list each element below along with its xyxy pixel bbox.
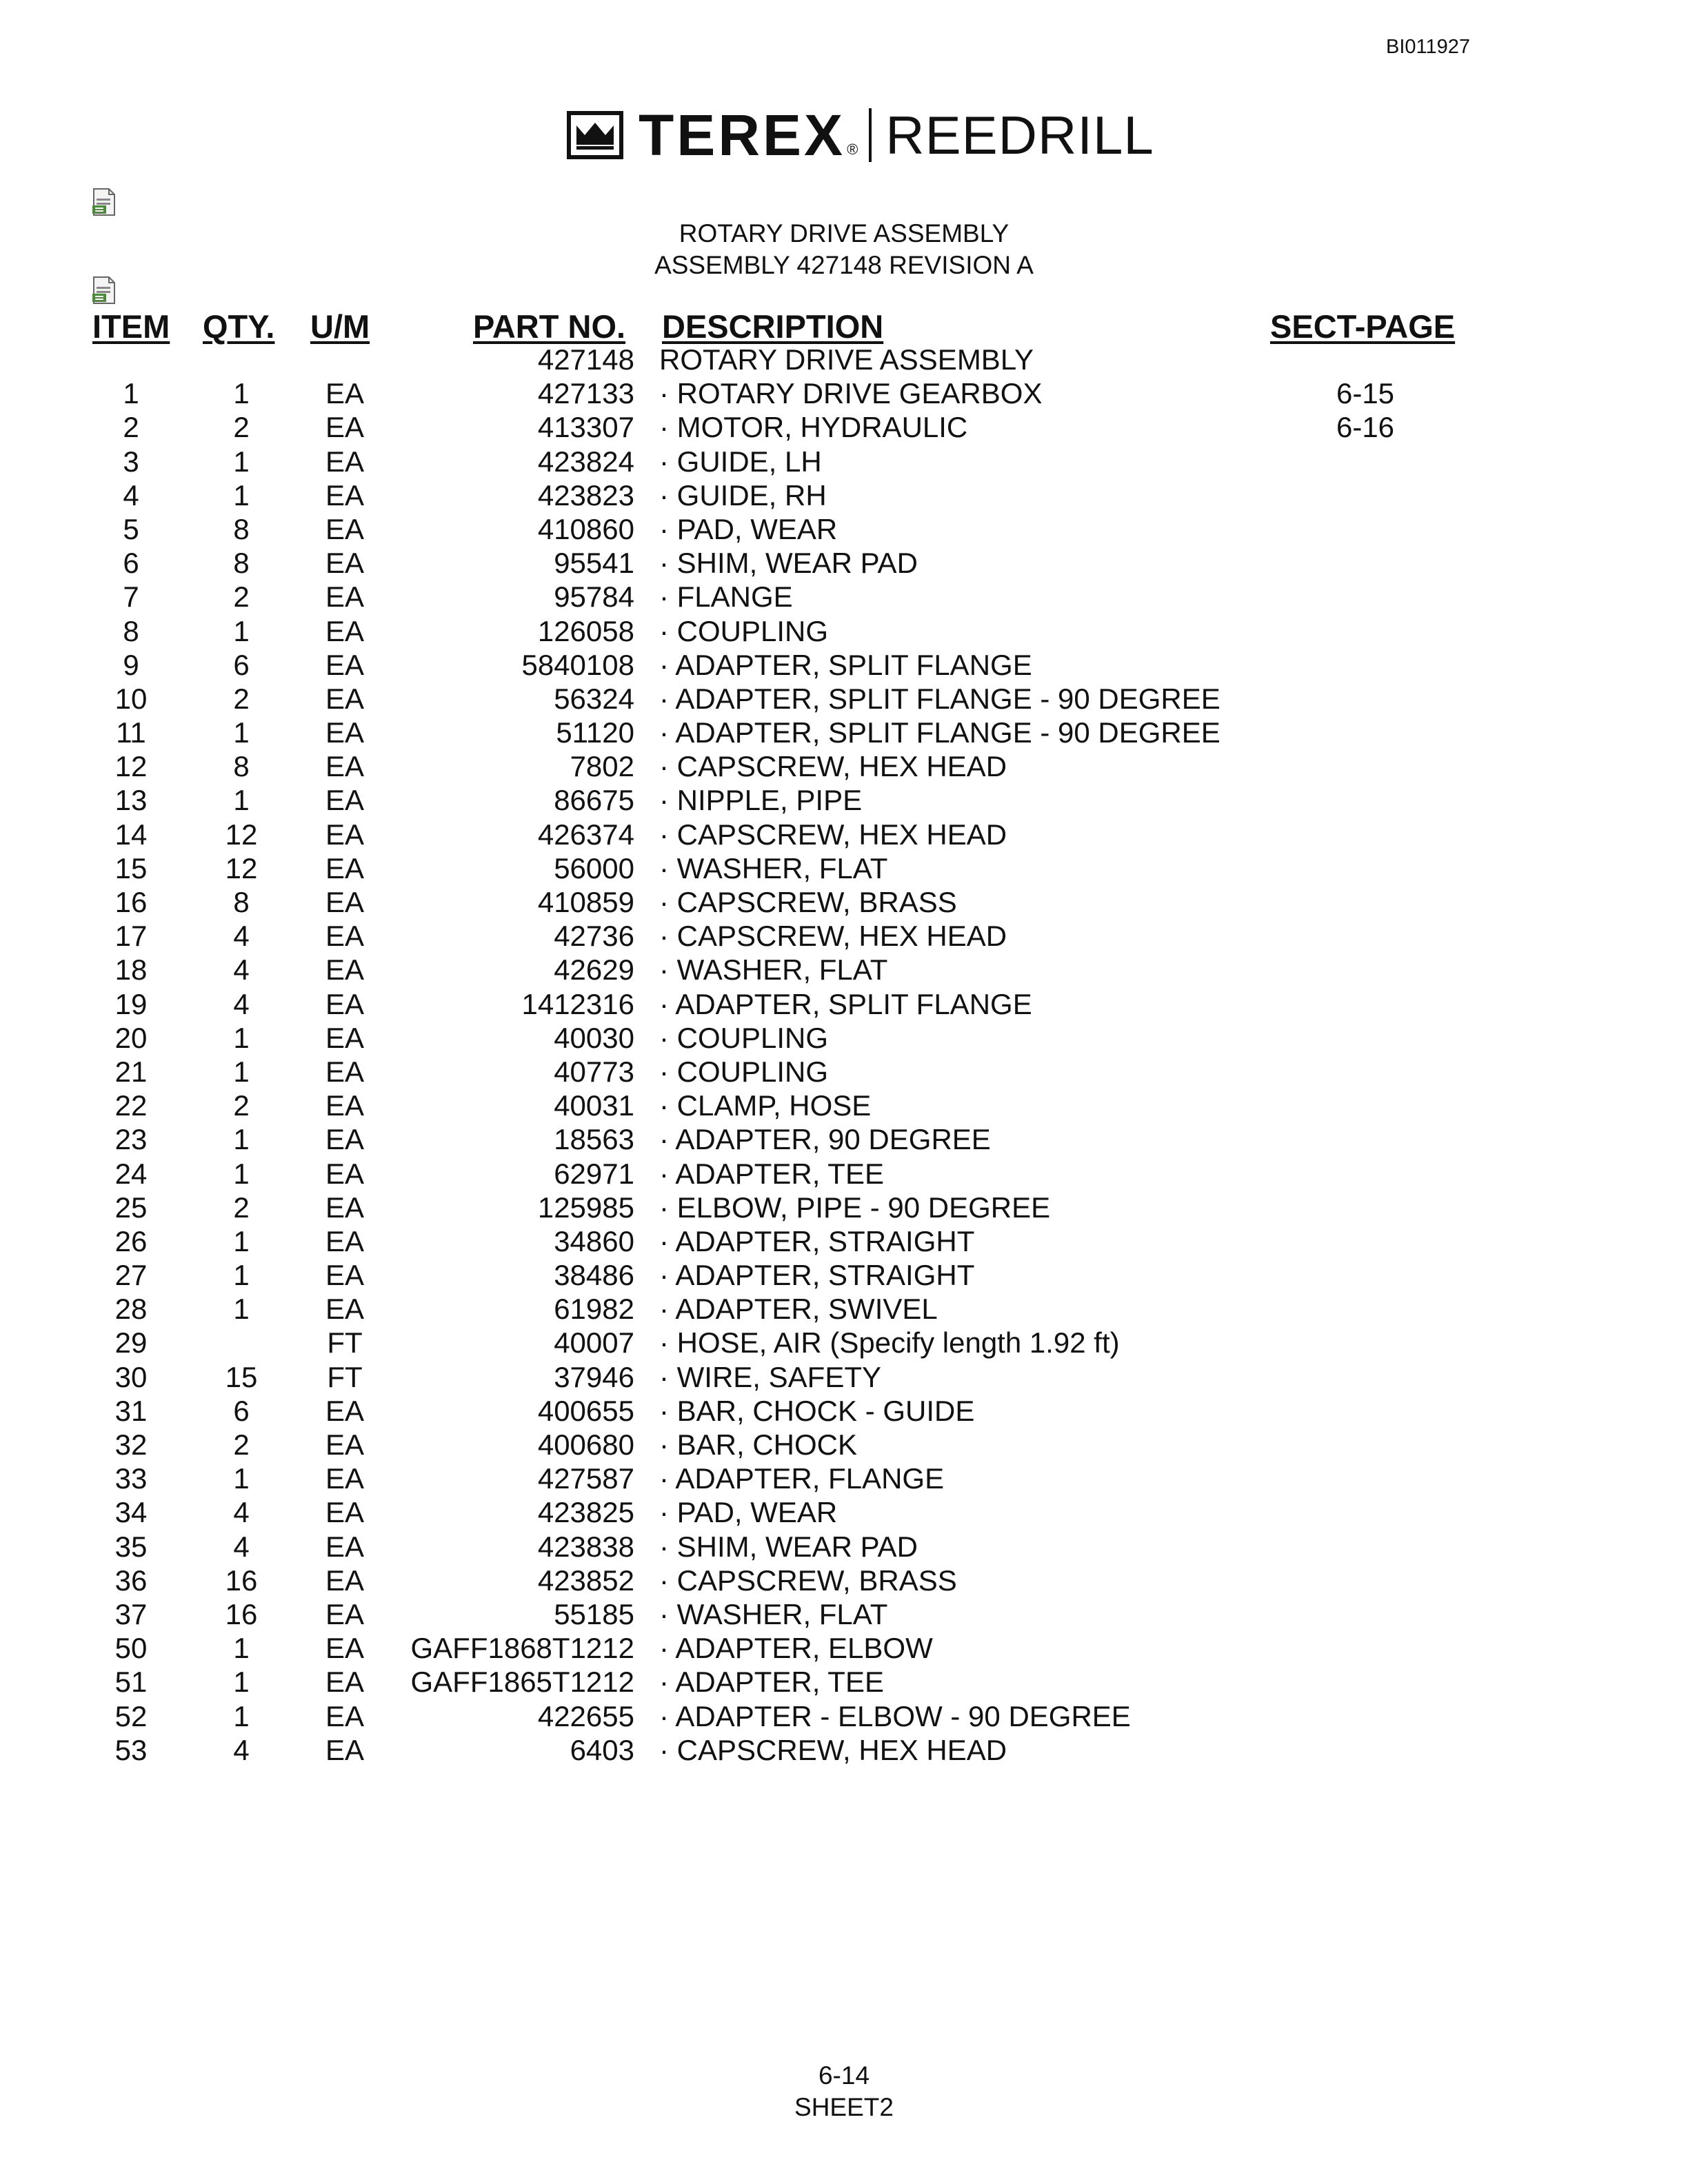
unit-of-measure: EA xyxy=(325,648,365,681)
item-number: 9 xyxy=(123,648,139,681)
table-row xyxy=(0,1258,1688,1292)
item-number: 5 xyxy=(123,512,139,545)
description: · BAR, CHOCK xyxy=(659,1428,858,1461)
part-number: 413307 xyxy=(537,411,634,444)
parts-list xyxy=(0,343,1688,1767)
document-file-icon[interactable] xyxy=(91,188,117,216)
unit-of-measure: EA xyxy=(325,716,365,749)
description: · MOTOR, HYDRAULIC xyxy=(659,411,968,444)
description: · ADAPTER, FLANGE xyxy=(659,1462,945,1495)
terex-reedrill-logo xyxy=(567,103,1154,168)
item-number: 34 xyxy=(114,1496,148,1529)
quantity: 16 xyxy=(225,1564,258,1597)
unit-of-measure: EA xyxy=(325,1733,365,1766)
unit-of-measure: EA xyxy=(325,1055,365,1088)
description: · SHIM, WEAR PAD xyxy=(659,1530,918,1563)
quantity: 1 xyxy=(233,784,250,817)
header-um: U/M xyxy=(310,308,370,345)
table-row xyxy=(0,1224,1688,1258)
table-row xyxy=(0,1495,1688,1529)
title-block xyxy=(0,218,1688,281)
description: · SHIM, WEAR PAD xyxy=(659,547,918,580)
table-row xyxy=(0,1021,1688,1055)
part-number: 422655 xyxy=(537,1699,634,1732)
quantity: 1 xyxy=(233,1259,250,1292)
part-number: 56324 xyxy=(554,682,634,715)
quantity: 4 xyxy=(233,1496,250,1529)
quantity: 1 xyxy=(233,1666,250,1699)
table-row xyxy=(0,1360,1688,1394)
table-row xyxy=(0,749,1688,783)
quantity: 1 xyxy=(233,1157,250,1190)
description: · CLAMP, HOSE xyxy=(659,1089,872,1122)
description: · ADAPTER - ELBOW - 90 DEGREE xyxy=(659,1699,1131,1732)
table-row xyxy=(0,648,1688,682)
terex-crown-icon xyxy=(567,111,623,159)
assembly-revision: ASSEMBLY 427148 REVISION A xyxy=(654,251,1034,279)
unit-of-measure: FT xyxy=(327,1326,363,1359)
item-number: 28 xyxy=(114,1293,148,1326)
item-number: 7 xyxy=(123,580,139,614)
item-number: 2 xyxy=(123,411,139,444)
item-number: 32 xyxy=(114,1428,148,1461)
description: · ADAPTER, TEE xyxy=(659,1666,884,1699)
quantity: 8 xyxy=(233,512,250,545)
quantity: 4 xyxy=(233,953,250,987)
header-part-no: PART NO. xyxy=(473,308,626,345)
item-number: 6 xyxy=(123,547,139,580)
table-row xyxy=(0,614,1688,648)
quantity: 2 xyxy=(233,580,250,614)
quantity: 8 xyxy=(233,750,250,783)
description: · ELBOW, PIPE - 90 DEGREE xyxy=(659,1191,1051,1224)
item-number: 19 xyxy=(114,987,148,1020)
description: · ROTARY DRIVE GEARBOX xyxy=(659,377,1043,410)
quantity: 1 xyxy=(233,1293,250,1326)
table-row xyxy=(0,818,1688,851)
document-file-icon[interactable] xyxy=(91,276,117,305)
quantity: 1 xyxy=(233,377,250,410)
description: · ADAPTER, STRAIGHT xyxy=(659,1259,975,1292)
part-number: 423825 xyxy=(537,1496,634,1529)
item-number: 10 xyxy=(114,682,148,715)
quantity: 12 xyxy=(225,818,258,851)
description: · COUPLING xyxy=(659,1055,829,1088)
table-row xyxy=(0,1530,1688,1564)
quantity: 2 xyxy=(233,411,250,444)
part-number: GAFF1868T1212 xyxy=(410,1632,634,1665)
table-row xyxy=(0,1733,1688,1767)
description: · CAPSCREW, BRASS xyxy=(659,1564,957,1597)
unit-of-measure: EA xyxy=(325,445,365,478)
description: · CAPSCREW, HEX HEAD xyxy=(659,750,1007,783)
quantity: 1 xyxy=(233,478,250,512)
table-row xyxy=(0,1462,1688,1495)
unit-of-measure: EA xyxy=(325,1123,365,1156)
item-number: 51 xyxy=(114,1666,148,1699)
part-number: 1412316 xyxy=(521,987,634,1020)
item-number: 1 xyxy=(123,377,139,410)
item-number: 23 xyxy=(114,1123,148,1156)
part-number: 423838 xyxy=(537,1530,634,1563)
item-number: 17 xyxy=(114,920,148,953)
unit-of-measure: EA xyxy=(325,818,365,851)
part-number: 55185 xyxy=(554,1597,634,1630)
item-number: 29 xyxy=(114,1326,148,1359)
table-row xyxy=(0,919,1688,953)
document-id: BI011927 xyxy=(1386,36,1471,58)
unit-of-measure: EA xyxy=(325,1089,365,1122)
quantity: 15 xyxy=(225,1360,258,1393)
part-number: 423823 xyxy=(537,478,634,512)
part-number: 62971 xyxy=(554,1157,634,1190)
quantity: 1 xyxy=(233,1699,250,1732)
description: · CAPSCREW, HEX HEAD xyxy=(659,818,1007,851)
quantity: 1 xyxy=(233,614,250,647)
table-row xyxy=(0,682,1688,716)
item-number: 27 xyxy=(114,1259,148,1292)
unit-of-measure: EA xyxy=(325,1597,365,1630)
unit-of-measure: EA xyxy=(325,512,365,545)
page-number: 6-14 xyxy=(818,2061,870,2090)
header-qty: QTY. xyxy=(203,308,275,345)
table-row xyxy=(0,1597,1688,1631)
table-row xyxy=(0,410,1688,444)
unit-of-measure: EA xyxy=(325,1157,365,1190)
description: · FLANGE xyxy=(659,580,793,614)
item-number: 53 xyxy=(114,1733,148,1766)
description: · ADAPTER, SPLIT FLANGE xyxy=(659,987,1032,1020)
quantity: 1 xyxy=(233,1123,250,1156)
description: · GUIDE, LH xyxy=(659,445,822,478)
part-number: 5840108 xyxy=(521,648,634,681)
item-number: 12 xyxy=(114,750,148,783)
unit-of-measure: EA xyxy=(325,1699,365,1732)
part-number: 18563 xyxy=(554,1123,634,1156)
table-row xyxy=(0,1292,1688,1326)
part-number: 400655 xyxy=(537,1394,634,1427)
table-row xyxy=(0,1191,1688,1224)
quantity: 8 xyxy=(233,547,250,580)
part-number: 42629 xyxy=(554,953,634,987)
header-item: ITEM xyxy=(92,308,170,345)
description: · GUIDE, RH xyxy=(659,478,827,512)
item-number: 35 xyxy=(114,1530,148,1563)
sect-page: 6-16 xyxy=(1336,411,1395,444)
table-row xyxy=(0,343,1688,376)
description: · ADAPTER, SPLIT FLANGE - 90 DEGREE xyxy=(659,682,1220,715)
unit-of-measure: EA xyxy=(325,580,365,614)
table-row xyxy=(0,1089,1688,1122)
part-number: 95541 xyxy=(554,547,634,580)
description: · ADAPTER, SWIVEL xyxy=(659,1293,938,1326)
table-row xyxy=(0,1394,1688,1428)
quantity: 1 xyxy=(233,1632,250,1665)
part-number: 400680 xyxy=(537,1428,634,1461)
quantity: 1 xyxy=(233,1462,250,1495)
sect-page: 6-15 xyxy=(1336,377,1395,410)
part-number: 34860 xyxy=(554,1224,634,1257)
quantity: 4 xyxy=(233,1733,250,1766)
table-row xyxy=(0,953,1688,987)
unit-of-measure: EA xyxy=(325,886,365,918)
description: · ADAPTER, STRAIGHT xyxy=(659,1224,975,1257)
description: · WASHER, FLAT xyxy=(659,851,888,884)
description: · ADAPTER, 90 DEGREE xyxy=(659,1123,991,1156)
header-sect-page: SECT-PAGE xyxy=(1270,308,1456,345)
table-row xyxy=(0,445,1688,478)
item-number: 25 xyxy=(114,1191,148,1224)
page-footer xyxy=(0,2060,1688,2123)
unit-of-measure: EA xyxy=(325,1293,365,1326)
description: · COUPLING xyxy=(659,1021,829,1054)
unit-of-measure: EA xyxy=(325,851,365,884)
quantity: 4 xyxy=(233,1530,250,1563)
item-number: 20 xyxy=(114,1021,148,1054)
part-number: 7802 xyxy=(570,750,634,783)
table-row xyxy=(0,1631,1688,1665)
table-row xyxy=(0,851,1688,885)
item-number: 18 xyxy=(114,953,148,987)
part-number: 37946 xyxy=(554,1360,634,1393)
description: · PAD, WEAR xyxy=(659,1496,838,1529)
description: · BAR, CHOCK - GUIDE xyxy=(659,1394,975,1427)
quantity: 16 xyxy=(225,1597,258,1630)
unit-of-measure: EA xyxy=(325,478,365,512)
part-number: 86675 xyxy=(554,784,634,817)
unit-of-measure: EA xyxy=(325,750,365,783)
quantity: 1 xyxy=(233,1021,250,1054)
header-description: DESCRIPTION xyxy=(662,308,884,345)
part-number: 125985 xyxy=(537,1191,634,1224)
quantity: 2 xyxy=(233,1428,250,1461)
part-number: 51120 xyxy=(556,716,634,749)
item-number: 22 xyxy=(114,1089,148,1122)
quantity: 2 xyxy=(233,682,250,715)
logo-registered-mark: ® xyxy=(847,141,858,158)
description: · HOSE, AIR (Specify length 1.92 ft) xyxy=(659,1326,1120,1359)
unit-of-measure: EA xyxy=(325,547,365,580)
table-row xyxy=(0,478,1688,512)
part-number: 427148 xyxy=(537,343,634,376)
quantity: 1 xyxy=(233,1055,250,1088)
table-row xyxy=(0,1055,1688,1089)
quantity: 1 xyxy=(233,1224,250,1257)
unit-of-measure: FT xyxy=(327,1360,363,1393)
item-number: 14 xyxy=(114,818,148,851)
quantity: 4 xyxy=(233,987,250,1020)
sheet-label: SHEET2 xyxy=(794,2093,894,2121)
quantity: 2 xyxy=(233,1191,250,1224)
item-number: 11 xyxy=(116,716,146,749)
quantity: 6 xyxy=(233,648,250,681)
unit-of-measure: EA xyxy=(325,682,365,715)
table-row xyxy=(0,716,1688,749)
item-number: 31 xyxy=(114,1394,148,1427)
unit-of-measure: EA xyxy=(325,614,365,647)
description: · NIPPLE, PIPE xyxy=(659,784,863,817)
item-number: 3 xyxy=(123,445,139,478)
part-number: 426374 xyxy=(537,818,634,851)
part-number: 38486 xyxy=(554,1259,634,1292)
description: · ADAPTER, SPLIT FLANGE - 90 DEGREE xyxy=(659,716,1220,749)
unit-of-measure: EA xyxy=(325,377,365,410)
part-number: 410859 xyxy=(537,886,634,918)
part-number: 42736 xyxy=(554,920,634,953)
part-number: 423852 xyxy=(537,1564,634,1597)
table-row xyxy=(0,512,1688,546)
table-row xyxy=(0,580,1688,614)
unit-of-measure: EA xyxy=(325,1632,365,1665)
part-number: 126058 xyxy=(537,614,634,647)
quantity: 2 xyxy=(233,1089,250,1122)
part-number: 427587 xyxy=(537,1462,634,1495)
unit-of-measure: EA xyxy=(325,1666,365,1699)
table-row xyxy=(0,376,1688,410)
table-row xyxy=(0,1326,1688,1359)
item-number: 33 xyxy=(114,1462,148,1495)
description: · CAPSCREW, HEX HEAD xyxy=(659,1733,1007,1766)
unit-of-measure: EA xyxy=(325,1428,365,1461)
table-row xyxy=(0,546,1688,580)
part-number: 410860 xyxy=(537,512,634,545)
part-number: 56000 xyxy=(554,851,634,884)
item-number: 8 xyxy=(123,614,139,647)
description: · WIRE, SAFETY xyxy=(659,1360,882,1393)
table-row xyxy=(0,783,1688,817)
item-number: 37 xyxy=(114,1597,148,1630)
description: · CAPSCREW, HEX HEAD xyxy=(659,920,1007,953)
assembly-title: ROTARY DRIVE ASSEMBLY xyxy=(679,219,1009,247)
unit-of-measure: EA xyxy=(325,1259,365,1292)
quantity: 12 xyxy=(225,851,258,884)
item-number: 52 xyxy=(114,1699,148,1732)
logo-subbrand: REEDRILL xyxy=(885,105,1154,165)
description: · WASHER, FLAT xyxy=(659,953,888,987)
unit-of-measure: EA xyxy=(325,1462,365,1495)
part-number: 423824 xyxy=(537,445,634,478)
quantity: 4 xyxy=(233,920,250,953)
item-number: 21 xyxy=(114,1055,148,1088)
unit-of-measure: EA xyxy=(325,411,365,444)
item-number: 50 xyxy=(114,1632,148,1665)
unit-of-measure: EA xyxy=(325,953,365,987)
table-row xyxy=(0,1122,1688,1156)
quantity: 6 xyxy=(233,1394,250,1427)
description: · ADAPTER, SPLIT FLANGE xyxy=(659,648,1032,681)
part-number: 40773 xyxy=(554,1055,634,1088)
item-number: 30 xyxy=(114,1360,148,1393)
description: · WASHER, FLAT xyxy=(659,1597,888,1630)
unit-of-measure: EA xyxy=(325,1224,365,1257)
description: · ADAPTER, ELBOW xyxy=(659,1632,933,1665)
item-number: 24 xyxy=(114,1157,148,1190)
part-number: 40007 xyxy=(554,1326,634,1359)
unit-of-measure: EA xyxy=(325,1496,365,1529)
description: · CAPSCREW, BRASS xyxy=(659,886,957,918)
quantity: 1 xyxy=(233,716,250,749)
unit-of-measure: EA xyxy=(325,1530,365,1563)
description: · COUPLING xyxy=(659,614,829,647)
description: · PAD, WEAR xyxy=(659,512,838,545)
unit-of-measure: EA xyxy=(325,987,365,1020)
unit-of-measure: EA xyxy=(325,920,365,953)
part-number: 40031 xyxy=(554,1089,634,1122)
unit-of-measure: EA xyxy=(325,1564,365,1597)
table-row xyxy=(0,987,1688,1021)
unit-of-measure: EA xyxy=(325,1394,365,1427)
table-row xyxy=(0,1699,1688,1733)
quantity: 1 xyxy=(233,445,250,478)
part-number: 6403 xyxy=(570,1733,634,1766)
item-number: 4 xyxy=(123,478,139,512)
unit-of-measure: EA xyxy=(325,1191,365,1224)
table-row xyxy=(0,1157,1688,1191)
table-row xyxy=(0,1665,1688,1699)
unit-of-measure: EA xyxy=(325,784,365,817)
logo-brand: TEREX xyxy=(639,103,846,168)
part-number: GAFF1865T1212 xyxy=(410,1666,634,1699)
item-number: 16 xyxy=(114,886,148,918)
item-number: 36 xyxy=(114,1564,148,1597)
description: ROTARY DRIVE ASSEMBLY xyxy=(659,343,1034,376)
item-number: 15 xyxy=(114,851,148,884)
item-number: 26 xyxy=(114,1224,148,1257)
table-row xyxy=(0,1428,1688,1462)
logo-divider xyxy=(869,108,872,162)
table-row xyxy=(0,885,1688,919)
part-number: 95784 xyxy=(554,580,634,614)
part-number: 427133 xyxy=(537,377,634,410)
part-number: 61982 xyxy=(554,1293,634,1326)
item-number: 13 xyxy=(114,784,148,817)
unit-of-measure: EA xyxy=(325,1021,365,1054)
part-number: 40030 xyxy=(554,1021,634,1054)
quantity: 8 xyxy=(233,886,250,918)
table-row xyxy=(0,1564,1688,1597)
description: · ADAPTER, TEE xyxy=(659,1157,884,1190)
